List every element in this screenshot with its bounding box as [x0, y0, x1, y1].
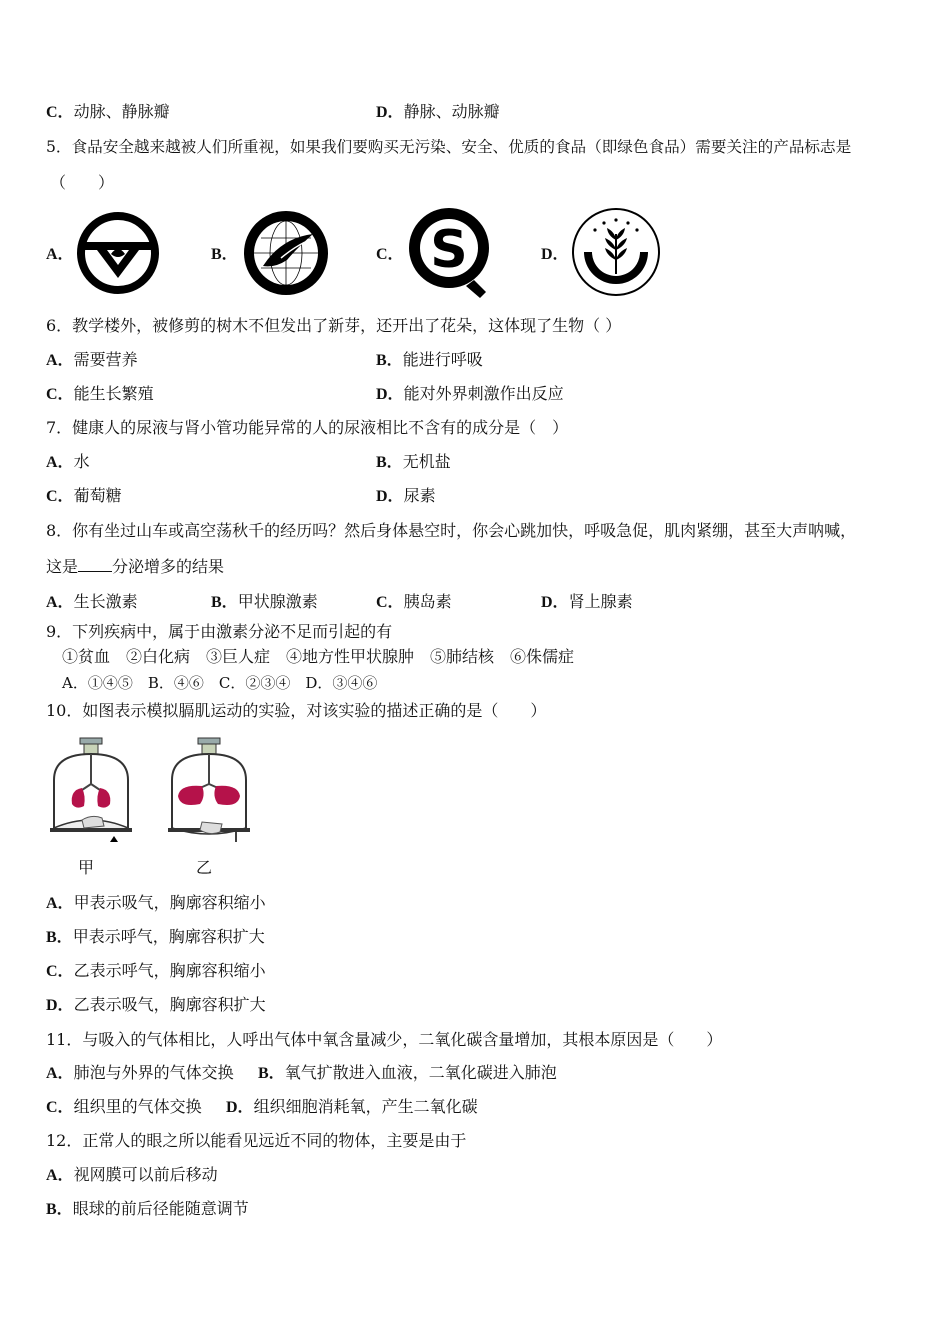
svg-text:S: S	[430, 220, 468, 280]
q10-option-a: A．甲表示吸气，胸廓容积缩小	[46, 893, 266, 912]
q6-option-c: C．能生长繁殖	[46, 384, 154, 403]
q10-option-d: D．乙表示吸气，胸廓容积扩大	[46, 995, 266, 1014]
q6-option-d: D．能对外界刺激作出反应	[376, 384, 564, 403]
q12-option-b: B．眼球的前后径能随意调节	[46, 1199, 249, 1218]
q6-option-a: A．需要营养	[46, 350, 138, 369]
q5-stem: 5．食品安全越来越被人们所重视，如果我们要购买无污染、安全、优质的食品（即绿色食品）需要关注的产品标志是	[46, 138, 852, 156]
q10-stem: 10．如图表示模拟膈肌运动的实验，对该实验的描述正确的是（ ）	[46, 701, 547, 720]
q12-stem: 12．正常人的眼之所以能看见远近不同的物体，主要是由于	[46, 1131, 467, 1150]
q7-option-b: B．无机盐	[376, 452, 451, 471]
q11-option-d: D．组织细胞消耗氧，产生二氧化碳	[226, 1097, 478, 1116]
q10-option-c: C．乙表示呼气，胸廓容积缩小	[46, 961, 266, 980]
bird-seal-logo-icon	[241, 208, 331, 298]
q11-stem: 11．与吸入的气体相比，人呼出气体中氧含量减少，二氧化碳含量增加，其根本原因是（ ）	[46, 1030, 723, 1049]
q8-stem-line2: 这是 分泌增多的结果	[46, 557, 225, 576]
q5-paren: （ ）	[50, 173, 115, 192]
q5-option-c: C．	[376, 246, 404, 263]
q7-stem: 7．健康人的尿液与肾小管功能异常的人的尿液相比不含有的成分是（ ）	[46, 418, 569, 437]
q5-option-a: A．	[46, 246, 74, 263]
q4-option-d: D．静脉、动脉瓣	[376, 102, 500, 121]
q8-option-c: C．胰岛素	[376, 592, 452, 611]
q4-option-c: C．动脉、静脉瓣	[46, 102, 170, 121]
q11-option-a: A．肺泡与外界的气体交换	[46, 1063, 234, 1082]
figure-label-yi: 乙	[196, 858, 213, 877]
q8-stem-line1: 8．你有坐过山车或高空荡秋千的经历吗？然后身体悬空时，你会心跳加快，呼吸急促，肌肉紧绷，甚至大声呐喊，	[46, 521, 857, 540]
q9-items: ①贫血 ②白化病 ③巨人症 ④地方性甲状腺肿 ⑤肺结核 ⑥侏儒症	[62, 647, 575, 666]
q6-stem: 6．教学楼外，被修剪的树木不但发出了新芽，还开出了花朵，这体现了生物（ ）	[46, 316, 622, 335]
diaphragm-model-yi-figure	[164, 734, 264, 842]
q9-options: A．①④⑤ B．④⑥ C．②③④ D．③④⑥	[62, 674, 378, 692]
figure-label-jia: 甲	[78, 858, 95, 877]
q7-option-d: D．尿素	[376, 486, 436, 505]
q10-option-b: B．甲表示呼气，胸廓容积扩大	[46, 927, 265, 946]
q5-option-b: B．	[211, 246, 238, 263]
q8-option-d: D．肾上腺素	[541, 592, 633, 611]
v-mark-logo-icon	[75, 210, 161, 296]
q5-option-d: D．	[541, 246, 569, 263]
q6-option-b: B．能进行呼吸	[376, 350, 483, 369]
q12-option-a: A．视网膜可以前后移动	[46, 1165, 218, 1184]
q7-option-c: C．葡萄糖	[46, 486, 122, 505]
green-food-logo-icon	[570, 206, 662, 298]
q11-option-c: C．组织里的气体交换	[46, 1097, 202, 1116]
q8-option-b: B．甲状腺激素	[211, 592, 318, 611]
diaphragm-model-jia-figure	[46, 734, 146, 842]
q11-option-b: B．氧气扩散进入血液，二氧化碳进入肺泡	[258, 1063, 557, 1082]
qs-logo-icon	[404, 204, 494, 300]
q7-option-a: A．水	[46, 452, 90, 471]
q9-stem: 9．下列疾病中，属于由激素分泌不足而引起的有	[46, 622, 393, 641]
q8-blank	[78, 557, 112, 572]
q8-option-a: A．生长激素	[46, 592, 138, 611]
